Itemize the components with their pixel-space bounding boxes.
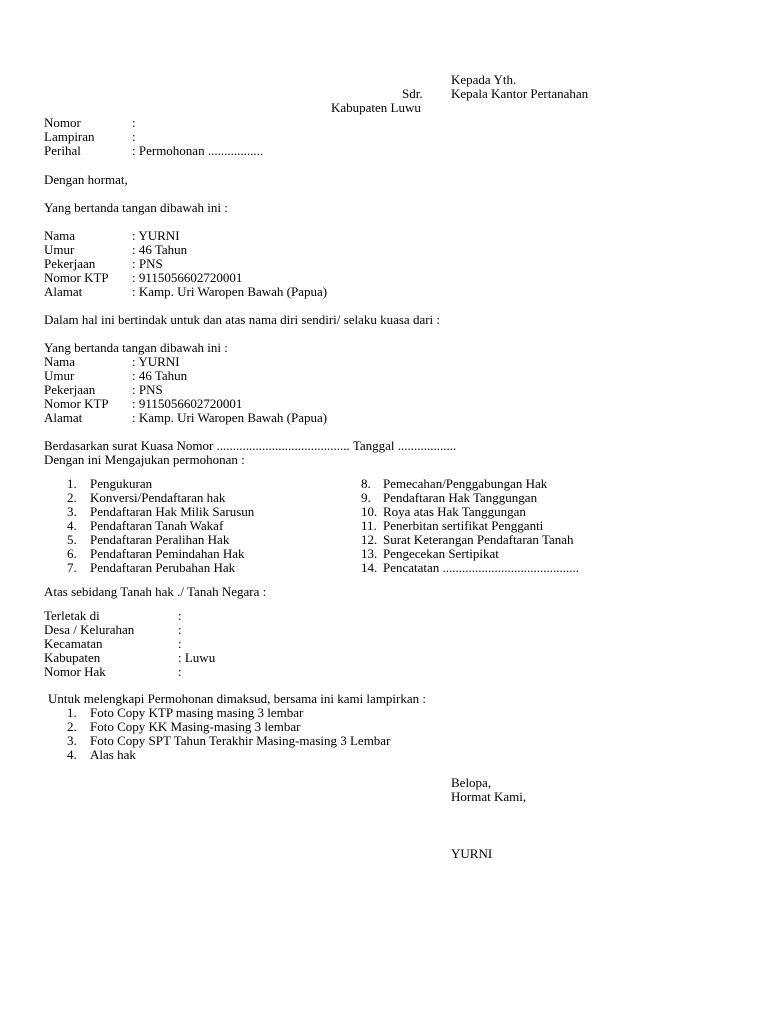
meta-label-lampiran: Lampiran xyxy=(44,129,95,144)
service-num: 2. xyxy=(67,490,77,505)
attachment-num: 3. xyxy=(67,733,77,748)
land-label-nomor-hak: Nomor Hak xyxy=(44,664,106,679)
land-label-terletak: Terletak di xyxy=(44,608,100,623)
service-num: 7. xyxy=(67,560,77,575)
person1-value-umur: : 46 Tahun xyxy=(132,242,188,257)
land-value-nomor-hak: : xyxy=(178,664,182,679)
person2-value-ktp: : 9115056602720001 xyxy=(132,396,243,411)
person1-value-nama: : YURNI xyxy=(132,228,180,243)
service-num: 1. xyxy=(67,476,77,491)
person1-value-pekerjaan: : PNS xyxy=(132,256,163,271)
meta-value-perihal: : Permohonan ................. xyxy=(132,143,264,158)
service-text: Pemecahan/Penggabungan Hak xyxy=(383,476,548,491)
person1-value-alamat: : Kamp. Uri Waropen Bawah (Papua) xyxy=(132,284,328,299)
service-text: Roya atas Hak Tanggungan xyxy=(383,504,526,519)
attachment-num: 2. xyxy=(67,719,77,734)
person2-label-ktp: Nomor KTP xyxy=(44,396,109,411)
land-label-desa: Desa / Kelurahan xyxy=(44,622,135,637)
service-text: Pendaftaran Peralihan Hak xyxy=(90,532,230,547)
person1-label-umur: Umur xyxy=(44,242,75,257)
service-num: 11. xyxy=(361,518,377,533)
addressee-sdr-prefix: Sdr. xyxy=(402,86,423,101)
land-value-terletak: : xyxy=(178,608,182,623)
closing-place: Belopa, xyxy=(451,775,492,790)
service-num: 9. xyxy=(361,490,371,505)
person2-value-nama: : YURNI xyxy=(132,354,180,369)
attachment-text: Foto Copy KK Masing-masing 3 lembar xyxy=(90,719,301,734)
attachment-text: Foto Copy KTP masing masing 3 lembar xyxy=(90,705,304,720)
person1-label-nama: Nama xyxy=(44,228,76,243)
meta-value-lampiran: : xyxy=(132,129,136,144)
meta-label-nomor: Nomor xyxy=(44,115,81,130)
land-label-kabupaten: Kabupaten xyxy=(44,650,101,665)
person2-label-pekerjaan: Pekerjaan xyxy=(44,382,96,397)
attachment-num: 1. xyxy=(67,705,77,720)
service-num: 8. xyxy=(361,476,371,491)
service-text: Penerbitan sertifikat Pengganti xyxy=(383,518,544,533)
service-num: 3. xyxy=(67,504,77,519)
service-num: 12. xyxy=(361,532,378,547)
person2-label-alamat: Alamat xyxy=(44,410,83,425)
service-text: Pendaftaran Tanah Wakaf xyxy=(90,518,224,533)
land-value-kabupaten: : Luwu xyxy=(178,650,216,665)
person1-value-ktp: : 9115056602720001 xyxy=(132,270,243,285)
land-intro: Atas sebidang Tanah hak ./ Tanah Negara : xyxy=(44,584,267,599)
service-num: 10. xyxy=(361,504,378,519)
person1-label-pekerjaan: Pekerjaan xyxy=(44,256,96,271)
service-text: Pendaftaran Hak Milik Sarusun xyxy=(90,504,255,519)
submit-line: Dengan ini Mengajukan permohonan : xyxy=(44,452,245,467)
person2-value-umur: : 46 Tahun xyxy=(132,368,188,383)
service-num: 14. xyxy=(361,560,378,575)
service-num: 5. xyxy=(67,532,77,547)
attach-intro: Untuk melengkapi Permohonan dimaksud, bersama ini kami lampirkan : xyxy=(48,691,427,706)
service-text: Surat Keterangan Pendaftaran Tanah xyxy=(383,532,574,547)
signer-name: YURNI xyxy=(451,846,493,861)
person1-label-ktp: Nomor KTP xyxy=(44,270,109,285)
land-label-kecamatan: Kecamatan xyxy=(44,636,103,651)
closing-regards: Hormat Kami, xyxy=(451,789,527,804)
service-text: Pengecekan Sertipikat xyxy=(383,546,499,561)
service-text: Pendaftaran Pemindahan Hak xyxy=(90,546,245,561)
service-text: Pengukuran xyxy=(90,476,153,491)
service-text: Pencatatan .......................................... xyxy=(383,560,580,575)
intro-2: Yang bertanda tangan dibawah ini : xyxy=(44,340,228,355)
person1-label-alamat: Alamat xyxy=(44,284,83,299)
person2-label-umur: Umur xyxy=(44,368,75,383)
attachment-text: Foto Copy SPT Tahun Terakhir Masing-masing 3 Lembar xyxy=(90,733,391,748)
person2-label-nama: Nama xyxy=(44,354,76,369)
land-value-kecamatan: : xyxy=(178,636,182,651)
addressee-line-3: Kabupaten Luwu xyxy=(331,100,421,115)
meta-label-perihal: Perihal xyxy=(44,143,81,158)
acting-statement: Dalam hal ini bertindak untuk dan atas nama diri sendiri/ selaku kuasa dari : xyxy=(44,312,441,327)
service-text: Pendaftaran Perubahan Hak xyxy=(90,560,236,575)
person2-value-alamat: : Kamp. Uri Waropen Bawah (Papua) xyxy=(132,410,328,425)
attachment-num: 4. xyxy=(67,747,77,762)
greeting: Dengan hormat, xyxy=(44,172,128,187)
land-value-desa: : xyxy=(178,622,182,637)
service-num: 6. xyxy=(67,546,77,561)
service-num: 13. xyxy=(361,546,378,561)
addressee-line-2: Kepala Kantor Pertanahan xyxy=(451,86,589,101)
kuasa-line: Berdasarkan surat Kuasa Nomor ......................................... Tanggal .................. xyxy=(44,438,457,453)
attachment-text: Alas hak xyxy=(90,747,136,762)
service-num: 4. xyxy=(67,518,77,533)
meta-value-nomor: : xyxy=(132,115,136,130)
intro-1: Yang bertanda tangan dibawah ini : xyxy=(44,200,228,215)
service-text: Konversi/Pendaftaran hak xyxy=(90,490,226,505)
addressee-line-1: Kepada Yth. xyxy=(451,72,517,87)
person2-value-pekerjaan: : PNS xyxy=(132,382,163,397)
service-text: Pendaftaran Hak Tanggungan xyxy=(383,490,538,505)
